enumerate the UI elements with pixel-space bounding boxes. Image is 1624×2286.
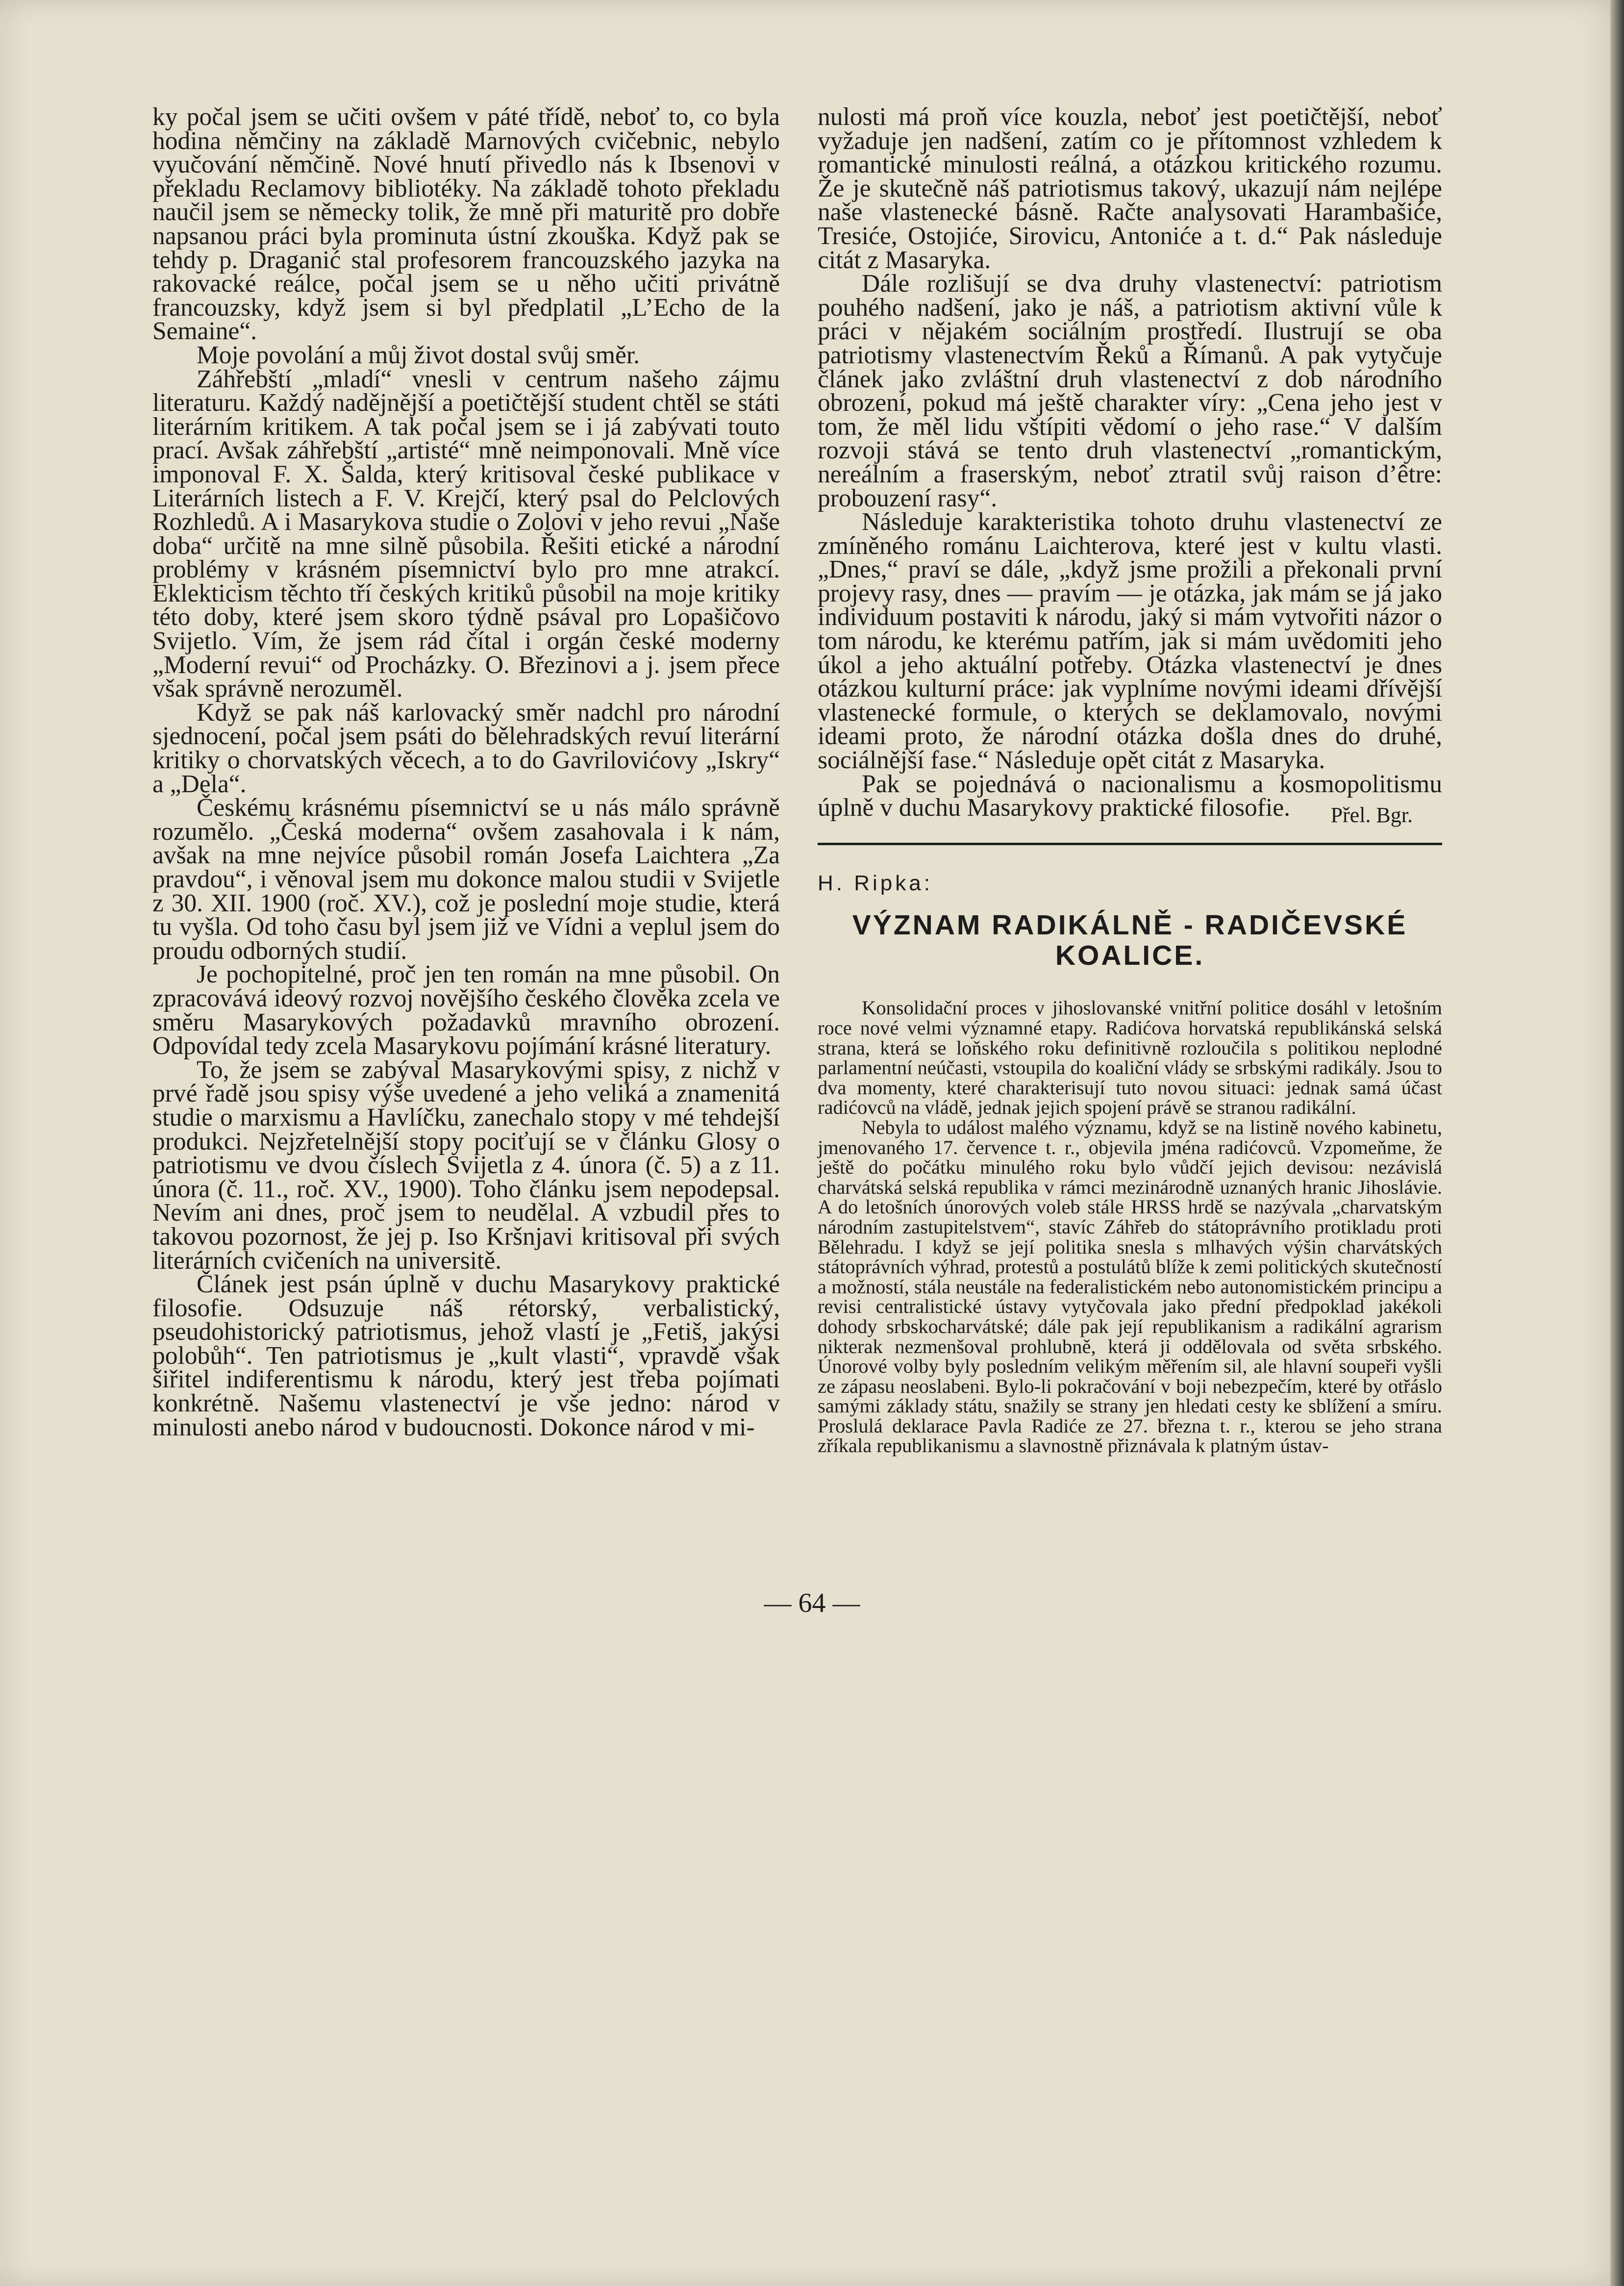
headline-line: KOALICE. [1055, 940, 1205, 972]
right-text-column [818, 105, 1442, 1456]
page-number: — 64 — [764, 1588, 860, 1618]
article-paragraph: Nebyla to událost malého významu, když se na listině nového kabinetu, jmenovaného 17. července t. r., objevila jména radićovců. Vzpomeňme, že ještě do počátku minulého roku bylo vůdčí jejich devisou: nezávislá charvátská selská republika v rámci mezinárodně uznaných hranic Jihoslávie. A do letošních únorových voleb stále HRSS hrdě se nazývala „charvatským národním zastupitelstvem“, stavíc Záhřeb do státoprávního protikladu proti Bělehradu. I když se její politika snesla s mlhavých výšin charvátských státoprávních výhrad, protestů a postulátů blíže k zemi politických skutečností a možností, stála neustále na federalistickém nebo autonomistickém principu a revisi centralistické ústavy vytyčovala jako přední předpoklad jakékoli dohody srbskocharvátské; dále pak její republikanism a radikální agrarism nikterak nezmenšoval prohlubně, která ji oddělovala od světa srbského. Únorové volby byly posledním velikým měřením sil, ale hlavní soupeři vyšli ze zápasu neoslabeni. Bylo-li pokračování v boji nebezpečím, které by otřáslo samými základy státu, snažily se strany jen hledati cesty ke sblížení a smíru. Proslulá deklarace Pavla Radiće ze 27. března t. r., kterou se jeho strana zříkala republikanismu a slavnostně přiznávala k platným ústav- [818, 1116, 1442, 1457]
paragraph: Když se pak náš karlovacký směr nadchl pro národní sjednocení, počal jsem psáti do bělehradských revuí literární kritiky o chorvatských věcech, a to do Gavrilovićovy „Iskry“ a „Dela“. [152, 698, 780, 798]
paragraph: To, že jsem se zabýval Masarykovými spisy, z nichž v prvé řadě jsou spisy výše uvedené a jeho veliká a znamenitá studie o marxismu a Havlíčku, zanechalo stopy v mé tehdejší produkci. Nejzřetelnější stopy pociťují se v článku Glosy o patriotismu ve dvou číslech Svijetla z 4. února (č. 5) a z 11. února (č. 11., roč. XV., 1900). Toho článku jsem nepodepsal. Nevím ani dnes, proč jsem to neudělal. A vzbudil přes to takovou pozornost, že jej p. Iso Kršnjavi kritisoval při svých literárních cvičeních na universitě. [152, 1055, 780, 1275]
article-body [818, 998, 1442, 1456]
paragraph: nulosti má proň více kouzla, neboť jest poetičtější, neboť vyžaduje jen nadšení, zatím co je přítomnost vzhledem k romantické minulosti reálná, a otázkou kritického rozumu. Že je skutečně náš patriotismus takový, ukazují nám nejlépe naše vlastenecké básně. Račte analysovati Harambašiće, Tresiće, Ostojiće, Sirovicu, Antoniće a t. d.“ Pak následuje citát z Masaryka. [818, 103, 1442, 274]
paragraph: Článek jest psán úplně v duchu Masarykovy praktické filosofie. Odsuzuje náš rétorský, verbalistický, pseudohistorický patriotismus, jehož vlastí je „Fetiš, jakýsi polobůh“. Ten patriotismus je „kult vlasti“, vpravdě však šiřitel indiferentismu k národu, který jest třeba pojímati konkrétně. Našemu vlastenectví je vše jedno: národ v minulosti anebo národ v budoucnosti. Dokonce národ v mi- [152, 1270, 780, 1441]
page-edge-shadow [1610, 0, 1624, 2286]
paragraph: ky počal jsem se učiti ovšem v páté třídě, neboť to, co byla hodina němčiny na základě Marnových cvičebnic, nebylo vyučování němčině. Nové hnutí přivedlo nás k Ibsenovi v překladu Reclamovy bibliotéky. Na základě tohoto překladu naučil jsem se německy tolik, že mně při maturitě pro dobře napsanou práci byla prominuta ústní zkouška. Když pak se tehdy p. Draganić stal profesorem francouzského jazyka na rakovacké reálce, počal jsem se u něho učiti privátně francouzsky, když jsem si byl předplatil „L’Echo de la Semaine“. [152, 103, 780, 346]
article-headline [818, 910, 1442, 971]
translator-signature: Přel. Bgr. [1330, 803, 1413, 827]
paragraph: Je pochopitelné, proč jen ten román na mne působil. On zpracovává ideový rozvoj novějšího českého člověka zcela ve směru Masarykových požadavků mravního obrození. Odpovídal tedy zcela Masarykovu pojímání krásné literatury. [152, 960, 780, 1060]
left-text-column [152, 105, 780, 1439]
paragraph: Moje povolání a můj život dostal svůj směr. [197, 341, 640, 369]
paragraph: Českému krásnému písemnictví se u nás málo správně rozumělo. „Česká moderna“ ovšem zasahovala i k nám, avšak na mne nejvíce působil román Josefa Laichtera „Za pravdou“, i věnoval jsem mu dokonce malou studii v Svijetle z 30. XII. 1900 (roč. XV.), což je poslední moje studie, která tu vyšla. Od toho času byl jsem již ve Vídni a veplul jsem do proudu odborných studií. [152, 794, 780, 965]
paragraph: Dále rozlišují se dva druhy vlastenectví: patriotism pouhého nadšení, jako je náš, a patriotism aktivní vůle k práci v nějakém sociálním prostředí. Ilustrují se oba patriotismy vlastenectvím Řeků a Římanů. A pak vytyčuje článek jako zvláštní druh vlastenectví z dob národního obrození, pokud má ještě charakter víry: „Cena jeho jest v tom, že měl lidu vštípiti vědomí o jeho rase.“ V dalším rozvoji stává se tento druh vlastenectví „romantickým, nereálním a fraserským, neboť ztratil svůj raison d’être: probouzení rasy“. [818, 270, 1442, 512]
article-author: H. Ripka: [818, 871, 933, 895]
headline-line: VÝZNAM RADIKÁLNĚ - RADIČEVSKÉ [852, 909, 1408, 941]
article-paragraph: Konsolidační proces v jihoslovanské vnitřní politice dosáhl v letošním roce nové velmi významné etapy. Radićova horvatská republikánská selská strana, která se loňského roku definitivně rozloučila s politikou neplodné parlamentní neúčasti, vstoupila do koaliční vlády se srbskými radikály. Jsou to dva momenty, které charakterisují tuto novou situaci: jednak samá účast radićovců na vládě, jednak jejich spojení právě se stranou radikální. [818, 997, 1442, 1119]
paragraph: Následuje karakteristika tohoto druhu vlastenectví ze zmíněného románu Laichterova, které jest v kultu vlasti. „Dnes,“ praví se dále, „když jsme prožili a překonali první projevy rasy, dnes — pravím — je otázka, jak mám se já jako individuum postaviti k národu, jaký si mám vytvořiti názor o tom národu, ke kterému patřím, jak si mám uvědomiti jeho úkol a jeho aktuální potřeby. Otázka vlastenectví je dnes otázkou kulturní práce: jak vyplníme novými ideami dřívější vlastenecké formule, o kterých se deklamovalo, novými ideami proto, že národní otázka došla dnes do druhé, sociálnější fase.“ Následuje opět citát z Masaryka. [818, 508, 1442, 775]
paragraph: Záhřebští „mladí“ vnesli v centrum našeho zájmu literaturu. Každý nadějnější a poetičtější student chtěl se státi literárním kritikem. A tak počal jsem se i já zabývati touto prací. Avšak záhřebští „artisté“ mně neimponovali. Mně více imponoval F. X. Šalda, který kritisoval české publikace v Literárních listech a F. V. Krejčí, který psal do Pelclových Rozhledů. A i Masarykova studie o Zolovi v jeho revui „Naše doba“ určitě na mne silně působila. Řešiti etické a národní problémy v krásném písemnictví bylo pro mne atrakcí. Eklekticism těchto tří českých kritiků působil na moje kritiky této doby, které jsem skoro týdně psával pro Lopašičovo Svijetlo. Vím, že jsem rád čítal i orgán české moderny „Moderní revui“ od Procházky. O. Březinovi a j. jsem přece však správně nerozuměl. [152, 365, 780, 703]
paragraph: Pak se pojednává o nacionalismu a kosmopolitismu úplně v duchu Masarykovy praktické filosofie. [818, 770, 1442, 822]
section-divider [818, 843, 1442, 845]
